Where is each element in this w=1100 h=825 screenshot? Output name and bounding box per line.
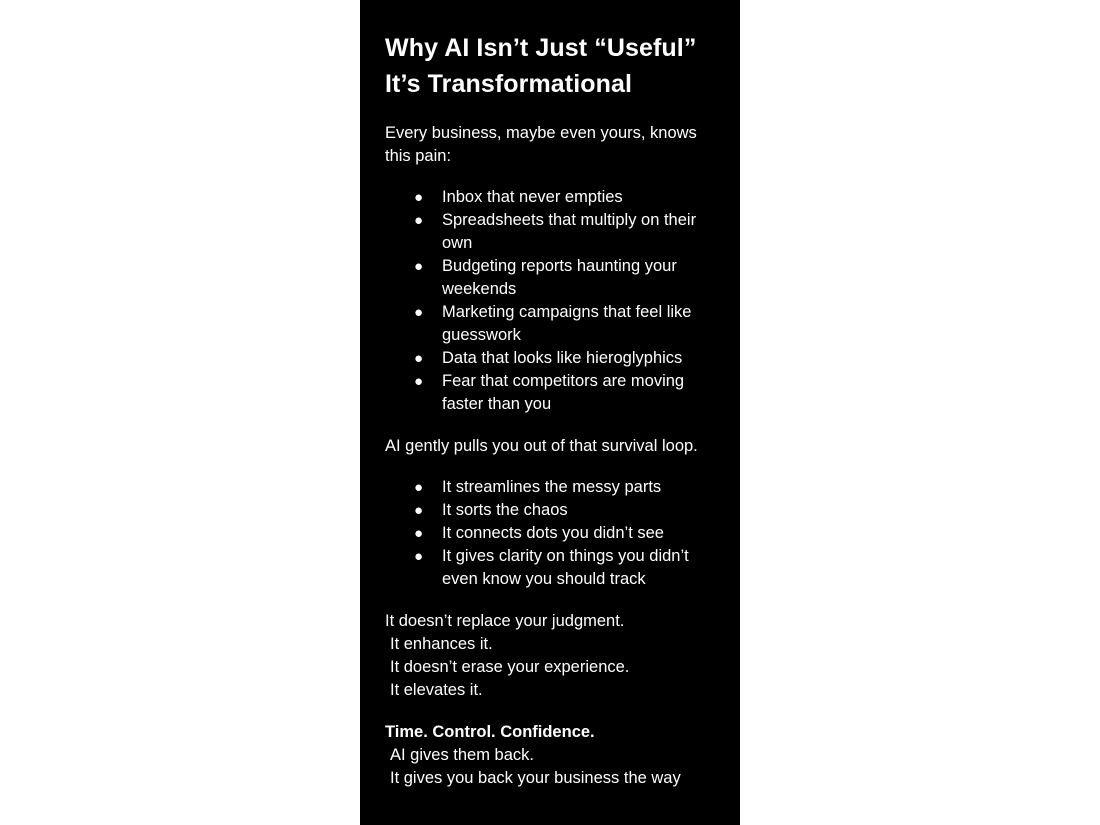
list-item: ● It streamlines the messy parts: [385, 476, 725, 499]
bullet-icon: ●: [414, 548, 424, 565]
judgment-line: It doesn’t erase your experience.: [390, 658, 630, 676]
judgment-line: It doesn’t replace your judgment.: [385, 612, 625, 630]
transition-paragraph: AI gently pulls you out of that survival loop.: [385, 437, 698, 455]
benefits-list: [385, 476, 725, 591]
closing-line: AI gives them back.: [390, 746, 534, 764]
pain-points-list: [385, 186, 725, 416]
bullet-icon: ●: [414, 502, 424, 519]
list-item: ● Marketing campaigns that feel like guesswork: [414, 303, 692, 344]
bullet-icon: ●: [414, 479, 424, 496]
list-item: ● Budgeting reports haunting your weekends: [414, 257, 677, 298]
judgment-paragraph: [385, 610, 725, 702]
closing-paragraph: [385, 721, 725, 790]
bullet-icon: ●: [414, 350, 424, 367]
list-item: ● Spreadsheets that multiply on their own: [414, 211, 697, 252]
list-item: ● It gives clarity on things you didn’t even know you should track: [414, 547, 689, 588]
bullet-icon: ●: [414, 373, 424, 390]
article-body: [385, 30, 725, 790]
bullet-icon: ●: [414, 525, 424, 542]
bullet-icon: ●: [414, 304, 424, 321]
bullet-icon: ●: [414, 212, 424, 229]
judgment-line: It elevates it.: [390, 681, 483, 699]
bullet-icon: ●: [414, 258, 424, 275]
list-item: ● Inbox that never empties: [385, 186, 725, 209]
list-item: ● It sorts the chaos: [385, 499, 725, 522]
list-item: ● It connects dots you didn’t see: [385, 522, 725, 545]
list-item: ● Fear that competitors are moving faster than you: [414, 372, 685, 413]
list-item: ● Data that looks like hieroglyphics: [385, 347, 725, 370]
bullet-icon: ●: [414, 189, 424, 206]
closing-heading: Time. Control. Confidence.: [385, 723, 595, 741]
judgment-line: It enhances it.: [390, 635, 493, 653]
document-page: [360, 0, 740, 825]
intro-paragraph: Every business, maybe even yours, knows this pain:: [385, 124, 697, 165]
closing-line: It gives you back your business the way: [390, 769, 681, 787]
article-title: Why AI Isn’t Just “Useful” It’s Transformational: [385, 34, 697, 98]
